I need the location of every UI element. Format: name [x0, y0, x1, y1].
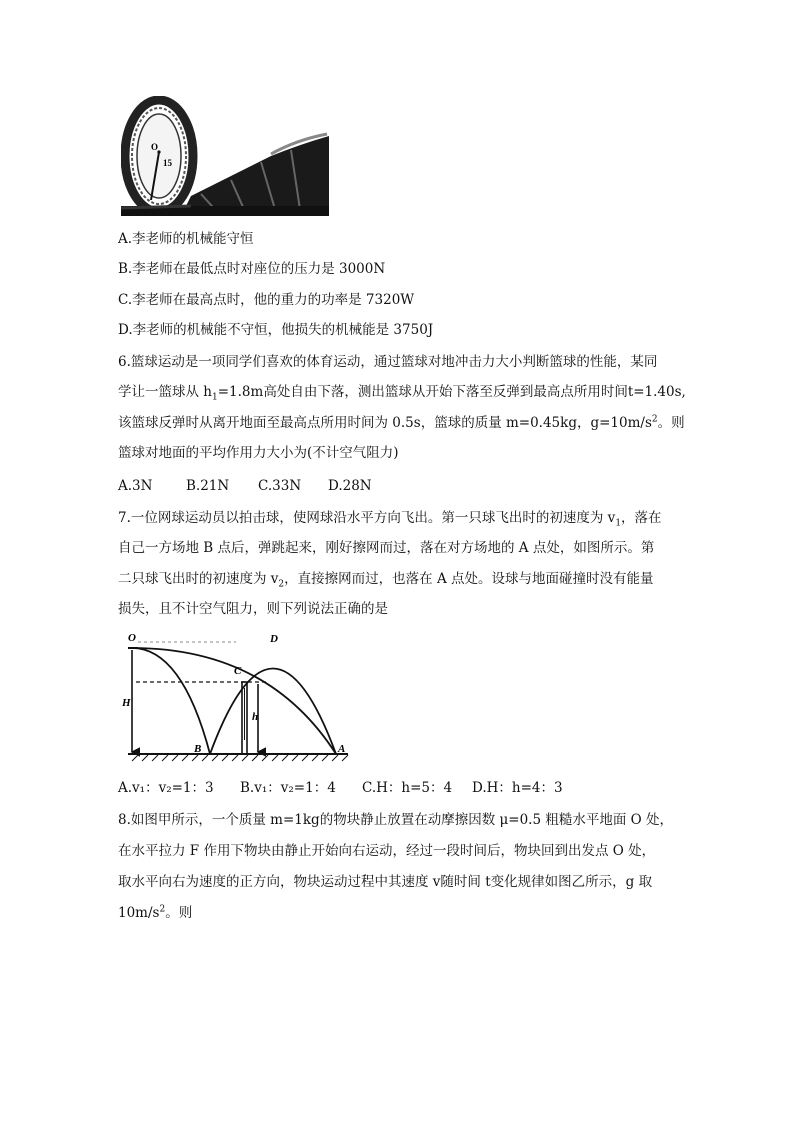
- diagram-label-h-big: H: [122, 697, 131, 709]
- q5-option-c: C.李老师在最高点时，他的重力的功率是 7320W: [118, 292, 415, 308]
- q8-text-line2: 在水平拉力 F 作用下物块由静止开始向右运动，经过一段时间后，物块回到出发点 O 处，: [118, 843, 656, 859]
- q5-option-a: A.李老师的机械能守恒: [118, 231, 254, 247]
- q7-option-a: A.v₁：v₂=1：3: [118, 780, 214, 796]
- q6-text-line3: 该篮球反弹时从离开地面至最高点所用时间为 0.5s，篮球的质量 m=0.45kg，$g=10m/s^2$。则: [118, 414, 685, 431]
- q6-option-c: C.33N: [258, 478, 302, 494]
- q6-text-line2: 学让一篮球从 $h_1=1.8m$高处自由下落，测出篮球从开始下落至反弹到最高点所用时间t=1.40s,: [118, 384, 686, 403]
- q5-option-d: D.李老师的机械能不守恒，他损失的机械能是 3750J: [118, 322, 434, 338]
- diagram-label-b: B: [194, 743, 202, 755]
- q7-text-line4: 损失，且不计空气阻力，则下列说法正确的是: [118, 601, 388, 617]
- q6-text-line1: 6.篮球运动是一项同学们喜欢的体育运动，通过篮球对地冲击力大小判断篮球的性能，某同: [118, 354, 658, 370]
- diagram-label-d: D: [270, 633, 278, 645]
- q8-text-line4: $10m/s^2$。则: [118, 904, 193, 921]
- q7-text-line3: 二只球飞出时的初速度为 $v_2$，直接擦网而过，也落在 A 点处。设球与地面碰撞时没有能量: [118, 571, 654, 590]
- photo-label-o: O: [151, 142, 159, 152]
- q8-text-line1: 8.如图甲所示，一个质量 m=1kg的物块静止放置在动摩擦因数 μ=0.5 粗糙水平地面 O 处，: [118, 812, 673, 828]
- q7-text-line1: 7.一位网球运动员以拍击球，使网球沿水平方向飞出。第一只球飞出时的初速度为 $v_1$，落在: [118, 510, 662, 529]
- diagram-label-c: C: [234, 665, 242, 677]
- q6-option-b: B.21N: [186, 478, 230, 494]
- q7-option-b: B.v₁：v₂=1：4: [240, 780, 336, 796]
- tennis-trajectory-diagram: [118, 628, 352, 764]
- photo-label-radius: 15: [163, 158, 172, 168]
- q6-text-line4: 篮球对地面的平均作用力大小为(不计空气阻力): [118, 445, 399, 461]
- q8-text-line3: 取水平向右为速度的正方向，物块运动过程中其速度 v随时间 t变化规律如图乙所示，g 取: [118, 874, 653, 890]
- diagram-label-a: A: [338, 743, 346, 755]
- diagram-label-h-small: h: [252, 711, 259, 723]
- q7-option-c: C.H：h=5：4: [362, 780, 453, 796]
- q6-option-a: A.3N: [118, 478, 153, 494]
- q7-options: [118, 778, 563, 798]
- q7-text-line2: 自己一方场地 B 点后，弹跳起来，刚好擦网而过，落在对方场地的 A 点处，如图所示。第: [118, 540, 655, 556]
- q6-option-d: D.28N: [328, 478, 372, 494]
- q5-option-b: B.李老师在最低点时对座位的压力是 3000N: [118, 261, 386, 277]
- q6-options: [118, 476, 372, 496]
- diagram-label-o: O: [128, 632, 136, 644]
- roller-coaster-photo: [121, 96, 329, 216]
- q7-option-d: D.H：h=4：3: [472, 780, 563, 796]
